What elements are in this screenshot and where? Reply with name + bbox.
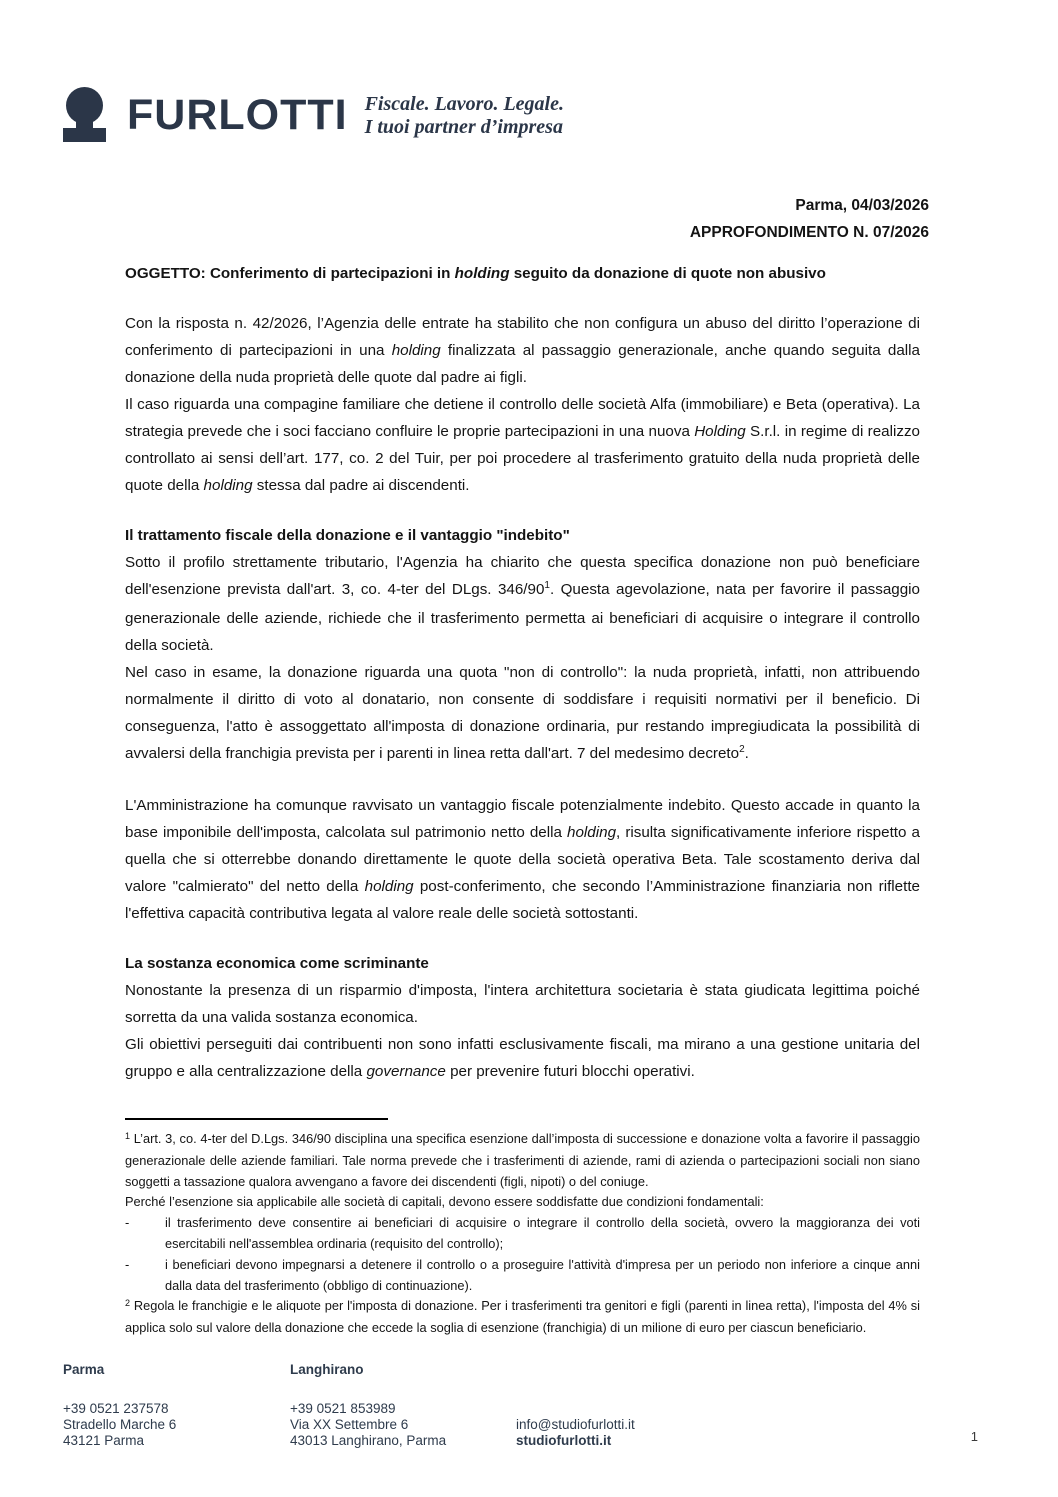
footer-column-parma xyxy=(63,1362,283,1449)
text-segment: Il caso riguarda una compagine familiare che detiene il controllo delle società Alfa (immobiliare) e Beta (operativa). La strategia prevede che i soci facciano confluire le proprie partecipazioni in una nuova xyxy=(125,396,920,440)
text-segment: Regola le franchigie e le aliquote per l'imposta di donazione. Per i trasferimenti tra genitori e figli (parenti in linea retta), l'imposta del 4% si applica solo sul valore della donazione che eccede la soglia di esenzione (franchigia) di un milione di euro per ciascun beneficiario. xyxy=(125,1298,920,1336)
text-segment: OGGETTO: Conferimento di partecipazioni in xyxy=(125,265,455,282)
text-segment: holding xyxy=(454,265,510,282)
text-segment: holding xyxy=(567,824,617,841)
text-segment: Holding xyxy=(694,423,746,440)
furlotti-wordmark: FURLOTTI xyxy=(127,91,348,139)
section-heading-economic-substance: La sostanza economica come scriminante xyxy=(125,955,429,972)
text-segment: Nel caso in esame, la donazione riguarda una quota "non di controllo": la nuda proprietà, infatti, non attribuendo normalmente il diritto di voto al donatario, non consente di soddisfare i requisiti normativi per il beneficio. Di conseguenza, l'atto è assoggettato all'imposta di donazione ordinaria, pur restando impregiudicata la possibilità di avvalersi della franchigia prevista per i parenti in linea retta dall'art. 7 del medesimo decreto xyxy=(125,664,920,762)
footnote-1 xyxy=(125,1129,920,1213)
paragraph-intro xyxy=(125,310,920,499)
reference-line: APPROFONDIMENTO N. 07/2026 xyxy=(689,224,929,241)
footer-column-contact xyxy=(516,1417,776,1449)
text-segment: governance xyxy=(366,1063,446,1080)
footnote-list-item-2-text xyxy=(165,1255,920,1297)
logo-base-shape xyxy=(63,128,106,142)
text-segment: per prevenire futuri blocchi operativi. xyxy=(445,1063,695,1080)
brand-header xyxy=(63,86,564,144)
footer-phone: +39 0521 853989 xyxy=(290,1400,396,1416)
text-segment: S.r.l. in regime di realizzo controllato ai sensi dell’art. 177, co. 2 del Tuir, per poi procedere al trasferimento gratuito della nuda proprietà delle quote della xyxy=(125,423,920,494)
text-segment: Gli obiettivi perseguiti dai contribuenti non sono infatti esclusivamente fiscali, ma mirano a una gestione unitaria del gruppo e alla centralizzazione della xyxy=(125,1036,920,1080)
footnote-separator-rule xyxy=(125,1118,388,1120)
text-segment: Con la risposta n. 42/2026, l’Agenzia delle entrate ha stabilito che non configura un abuso del diritto l’operazione di conferimento di partecipazioni in una xyxy=(125,315,920,359)
text-segment: stessa dal padre ai discendenti. xyxy=(252,477,470,494)
text-segment: seguito da donazione di quote non abusivo xyxy=(509,265,826,282)
subject-line xyxy=(125,260,920,287)
logo-circle-shape xyxy=(66,87,103,124)
tagline-line-2: I tuoi partner d’impresa xyxy=(364,116,563,138)
text-segment: holding xyxy=(391,342,441,359)
footnote-reference-mark: 2 xyxy=(739,744,745,755)
footer-office-title: Parma xyxy=(63,1362,105,1377)
footnote-reference-mark: 2 xyxy=(125,1298,131,1309)
text-segment: , risulta significativamente inferiore rispetto a quella che si otterrebbe donando direttamente le quote della società operativa Beta. Tale scostamento deriva dal valore "calmierato" del netto della xyxy=(125,824,920,895)
footer-address: Stradello Marche 6 xyxy=(63,1416,177,1432)
paragraph-tax-advantage xyxy=(125,792,920,927)
footer-office-title: Langhirano xyxy=(290,1362,364,1377)
furlotti-logo-icon xyxy=(63,86,107,144)
logo-neck-shape xyxy=(76,120,93,128)
footnote-reference-mark: 1 xyxy=(544,580,550,591)
section-heading-tax-treatment: Il trattamento fiscale della donazione e il vantaggio "indebito" xyxy=(125,527,570,544)
date-line: Parma, 04/03/2026 xyxy=(795,197,929,214)
list-dash-marker: - xyxy=(125,1256,130,1272)
footer-address: Via XX Settembre 6 xyxy=(290,1416,409,1432)
page-number: 1 xyxy=(970,1429,978,1444)
footer-phone: +39 0521 237578 xyxy=(63,1400,169,1416)
text-segment: il trasferimento deve consentire ai beneficiari di acquisire o integrare il controllo della società, ovvero la maggioranza dei voti esercitabili nell'assemblea ordinaria (requisito del controllo); xyxy=(165,1215,920,1251)
footnote-2 xyxy=(125,1296,920,1339)
footer-column-langhirano xyxy=(290,1362,510,1449)
footnote-list-item-1 xyxy=(125,1213,920,1255)
date-reference-block xyxy=(690,192,929,246)
paragraph-economic-substance xyxy=(125,977,920,1085)
text-segment: Perché l’esenzione sia applicabile alle società di capitali, devono essere soddisfatte due condizioni fondamentali: xyxy=(125,1194,764,1210)
footnotes-section xyxy=(125,1118,920,1339)
text-segment: L'Amministrazione ha comunque ravvisato un vantaggio fiscale potenzialmente indebito. Questo accade in quanto la base imponibile dell'imposta, calcolata sul patrimonio netto della xyxy=(125,797,920,841)
list-dash-marker: - xyxy=(125,1215,130,1231)
footer-email: info@studiofurlotti.it xyxy=(516,1417,635,1432)
text-segment: post-conferimento, che secondo l’Amministrazione finanziaria non riflette l'effettiva capacità contributiva legata al valore reale delle società sottostanti. xyxy=(125,878,921,922)
tagline-line-1: Fiscale. Lavoro. Legale. xyxy=(364,93,564,115)
brand-tagline xyxy=(365,91,564,139)
text-segment: holding xyxy=(364,878,414,895)
footer-city: 43013 Langhirano, Parma xyxy=(290,1432,447,1448)
text-segment: L’art. 3, co. 4-ter del D.Lgs. 346/90 disciplina una specifica esenzione dall’imposta di successione e donazione volta a favorire il passaggio generazionale delle aziende familiari. Tale norma prevede che i trasferimenti di aziende, rami di azienda o partecipazioni sociali non siano soggetti a tassazione qualora avvengano a favore dei discendenti (figli, nipoti) o del coniuge. xyxy=(125,1131,920,1189)
text-segment: i beneficiari devono impegnarsi a detenere il controllo o a proseguire l'attività d'impresa per un periodo non inferiore a cinque anni dalla data del trasferimento (obbligo di continuazione). xyxy=(165,1256,920,1293)
text-segment: finalizzata al passaggio generazionale, anche quando seguita dalla donazione della nuda proprietà delle quote dal padre ai figli. xyxy=(125,342,920,386)
footer-website: studiofurlotti.it xyxy=(516,1432,612,1448)
footer-city: 43121 Parma xyxy=(63,1432,145,1448)
text-segment: . xyxy=(744,745,749,762)
text-segment: holding xyxy=(203,477,253,494)
text-segment: Nonostante la presenza di un risparmio d'imposta, l'intera architettura societaria è stata giudicata legittima poiché sorretta da una valida sostanza economica. xyxy=(125,982,920,1026)
text-segment: Sotto il profilo strettamente tributario, l'Agenzia ha chiarito che questa specifica donazione non può beneficiare dell'esenzione prevista dall'art. 3, co. 4-ter del DLgs. 346/90 xyxy=(125,554,920,598)
footnote-list-item-1-text xyxy=(165,1213,920,1255)
paragraph-tax-treatment xyxy=(125,549,920,769)
footnote-list-item-2 xyxy=(125,1255,920,1297)
text-segment: . Questa agevolazione, nata per favorire il passaggio generazionale delle aziende, richiede che il trasferimento permetta ai beneficiari di acquisire o integrare il controllo della società. xyxy=(125,581,921,654)
footnote-reference-mark: 1 xyxy=(125,1131,131,1141)
document-body xyxy=(125,260,920,1085)
